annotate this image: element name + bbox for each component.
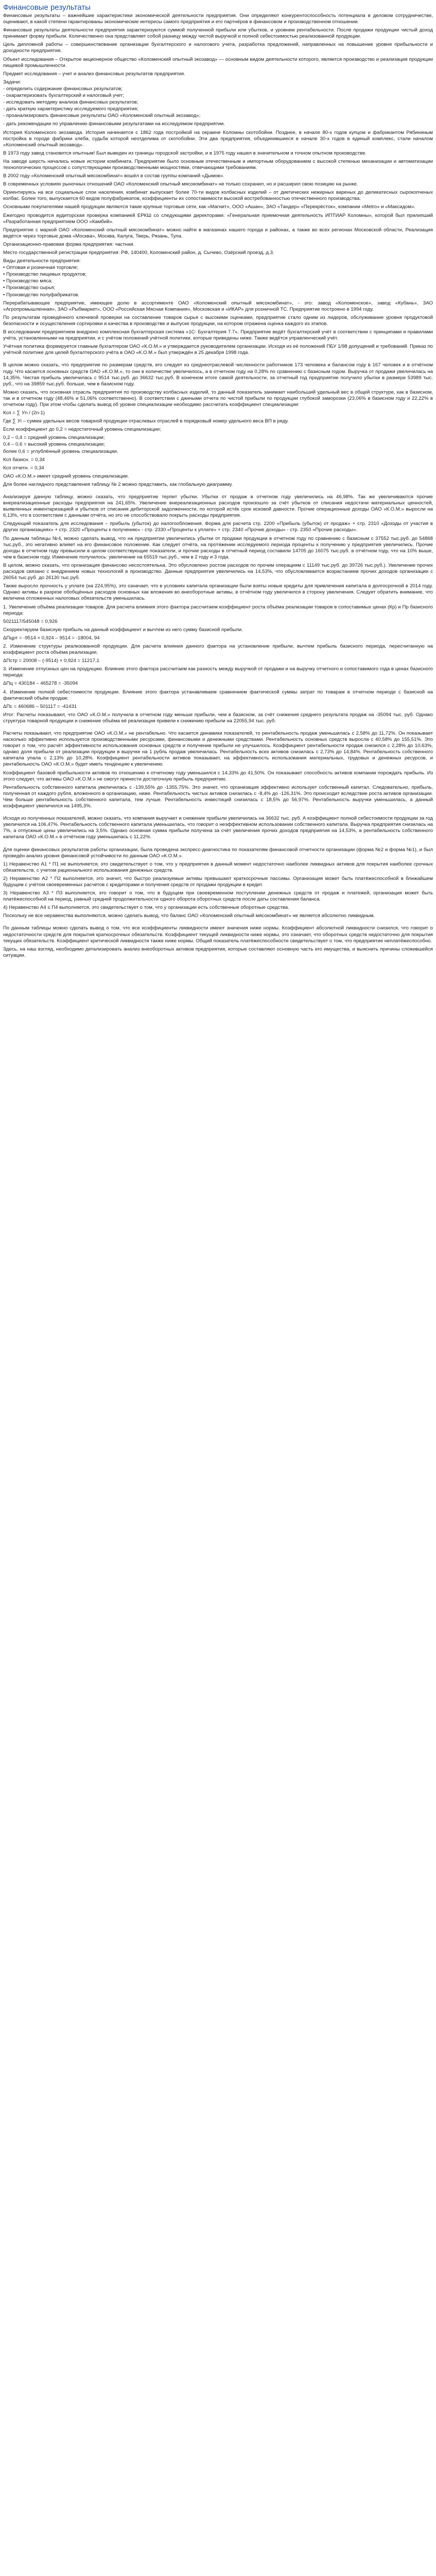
paragraph: Ежегодно проводится аудиторская проверка компанией ЕРКШ со следующими директорами: «Генеральная приемочная деятельность ИПТИАР Коломны», которой был прилипший «Разработанная предприятием ООО «Камбий». xyxy=(3,212,433,225)
paragraph: На заводе шерсть начались новые истории комбината. Предприятие было основным отечественным и импортным оборудованием с высокой степенью механизации и автоматизации технологических процессов с сопутствующими производственными мощностями, отвечающими требованиям. xyxy=(3,158,433,171)
paragraph: Скорректируем базисную прибыль на данный коэффициент и вычтем из него сумму базисной прибыли. xyxy=(3,626,243,633)
paragraph: 2. Изменение структуры реализованной продукции. Для расчета влияния данного фактора на установление прибыли, вычтем прибыль базисного периода, пересчитанную на коэффициент роста объёма реализации. xyxy=(3,643,433,656)
list-line: - исследовать методику анализа финансовых результатов; xyxy=(3,99,138,106)
paragraph: 3. Изменение отпускных цен на продукцию. Влияние этого фактора рассчитаем как разность между выручкой от продажи и на выручку отчетного и сопоставимого года в ценах базисного периода: xyxy=(3,666,433,679)
paragraph: Финансовые результаты – важнейшие характеристики экономической деятельности предприятия. Они определяют конкурентоспособность потенциала в деловом сотрудничестве, оценивают, в какой степени гарантированы экономические интересы самого предприятия и его партнёров в финансовом и производственном отношении. xyxy=(3,13,433,25)
paragraph: Также выросло прочность у уплате (на 224,95%), это означает, что в условиях капитала организации были взяты новые кредиты для привлечения капитала в долгосрочной в 2014 году. Однако активы в разрезе обобщённых расходов основных как вложения во внеоборотные активы, в отчётном году увеличился в сторону увеличения. Следует обратить внимание, что величина отложенных налоговых обязательств уменьшилась. xyxy=(3,583,433,602)
paragraph: - проанализировать финансовые результаты ОАО «Коломенский опытный экозавод»; xyxy=(3,113,201,119)
paragraph: 1. Увеличение объёма реализации товаров. Для расчета влияния этого фактора рассчитаем коэффициент роста объёма реализации товаров в сопоставимых ценах (Кр) и Пр базисного периода: xyxy=(3,604,433,616)
list-line: - охарактеризовать бухгалтерский и налоговый учет; xyxy=(3,93,124,99)
formula-line: Ксп базисн. = 0,34 xyxy=(3,456,45,463)
paragraph: более 0,6 = углублённый уровень специализации. xyxy=(3,448,118,454)
paragraph: Место государственной регистрации предприятия: РФ, 140400, Коломенский район, д. Сычево, Озёрский проезд, д.3. xyxy=(3,250,274,256)
paragraph: Для более наглядного представления таблицу № 2 можно представить, как глобальную диаграмму. xyxy=(3,481,233,487)
paragraph: Объект исследования – Открытое акционерное общество «Коломенский опытный экозавод» — основным видом деятельности которого, является производство и реализация продукции пищевой промышленности. xyxy=(3,56,433,69)
page-title: Финансовые результаты xyxy=(3,3,91,12)
section-gap xyxy=(3,843,433,847)
list-line: 0,4 – 0,6 = высокий уровень специализации; xyxy=(3,442,105,448)
paragraph: Следующий показатель для исследования – прибыль (убыток) до налогообложения. Форма для расчета стр. 2200 «Прибыль (убыток) от продаж» + стр. 2310 «Доходы от участия в других организациях» + стр. 2320 «Проценты к получению» - стр. 2330 «Проценты к уплате» + стр. 2340 «Прочие доходы» - стр. 2350 «Прочие расходы». xyxy=(3,521,433,533)
paragraph: Поскольку не все неравенства выполняются, можно сделать вывод, что баланс ОАО «Коломенский опытный мясокомбинат» не является абсолютно ликвидным. xyxy=(3,913,375,919)
section-gap xyxy=(3,490,433,494)
paragraph: Где ∑ Уi – сумма удельных весов товарной продукции отраслевых отраслей в порядковый номер удельного веса ВП в ряду. xyxy=(3,418,289,425)
section-gap xyxy=(3,358,433,362)
paragraph: В исследовании предприятием внедрено комплексная бухгалтерская система «1С: Бухгалтерия 7.7». Предприятие ведёт бухгалтерский учёт в соответствии с принципами и правилами учёта, установленными на предприятии, и с учётом положений учётной политики, которые приведены ниже. Также ведётся управленческий учёт. xyxy=(3,329,433,342)
paragraph: В 1973 году завод становится опытным! Был выведен из границы городской застройки, и в 1975 году нашел в значительном и точном опытном производстве. xyxy=(3,150,367,156)
paragraph: Здесь, на наш взгляд, необходимо детализировать анализ внеоборотных активов предприятия, которые составляют основную часть его имущества, и выяснить причины сложившейся ситуации. xyxy=(3,946,433,958)
list-line: • Производство пищевых продуктов; xyxy=(3,272,87,278)
paragraph: Финансовые результаты деятельности предприятия характеризуются суммой полученной прибыли или убытков, и уровнем рентабельности. После продажи продукции чистый доход принимает форму прибыли. Количественно она представляет собой разницу между чистой выручкой и полной себестоимостью реализованной продукции. xyxy=(3,27,433,40)
paragraph: Учётная политика формируется главным бухгалтером ОАО «К.О.М.» и утверждается руководителем организации. Исходя из её положений ПБУ 1/98 допущений и требований. Приказ по учётной политике для целей бухгалтерского учёта в ОАО «К.О.М.» был утверждён в 25 декабря 1998 года. xyxy=(3,344,433,356)
paragraph: История Коломенского экозавода. История начинается с 1862 года постройкой на окраине Коломны скотобойни. Позднее, в начале 80-х годов купцом и фабрикантом Рябининым постройка в городе фабрики хлеба, судьба которой неотделима от скотобойни. Эти два предприятия, объединившиеся в начале 30-х годов в единый комплекс, стали началом «Коломенский опытный экозавод». xyxy=(3,129,433,148)
paragraph: Предприятие с маркой ОАО «Коломенский опытный мясокомбинат» можно найти в магазинах нашего города и районах, а также во всех регионах Московской области, Реализация ведётся через торговые дома «Москва», Москва, Калуга, Тверь, Рязань, Тула. xyxy=(3,227,433,239)
paragraph: По данным таблицы №4, можно сделать вывод, что на предприятии увеличились убытки от продажи продукции в отчетном году по сравнению с базисным с 37552 тыс.руб. до 54868 тыс.руб., это негативно влияет на его финансовое положение. Как следует отчёта, на протяжении исследуемого периода проценты к получению у предприятия увеличились. Прочие доходы в отчетном году превысили в целом соответствующие показатели, и прочие расходы в отчетный период составили 14705 до 16075 тыс.руб. в отчётном году, что на 10% выше, чем в базисном году. Изменение получилось: увеличение на 65519 тыс.руб., чем в 2 году и 3 года. xyxy=(3,535,433,560)
paragraph: Организационно-правовая форма предприятия: частная. xyxy=(3,241,135,247)
paragraph: Для оценки финансовых результатов работы организации, была проведена экспресс-диагностика по показателям финансовой отчетности организации (форма №2 и форма №1), и был проведён анализ уровня финансовой устойчивости по данным ОАО «К.О.М.». xyxy=(3,846,433,859)
paragraph: В 2002 году «Коломенский опытный мясокомбинат» вошёл в состав группы компаний «Дымов». xyxy=(3,173,224,179)
paragraph: 2) Неравенство А2 * П2 выполняется, это значит, что быстро реализуемые активы превышают краткосрочные пассивы. Организация может быть платёжеспособной в ближайшем будущем с учётом своевременных расчетов с кредиторами и получения средств от продажи продукции в кредит. xyxy=(3,875,433,888)
section-gap xyxy=(3,921,433,925)
paragraph: Коэффициент базовой прибыльности активов по отношению к отчетному году уменьшился с 14,33% до 41,50%. Он показывает способность активов компании порождать прибыль. Из этого следует, что активы ОАО «К.О.М.» не смогут принести достаточную прибыль предприятию. xyxy=(3,770,433,782)
paragraph: 4) Неравенство А4 ≤ П4 выполняется, это свидетельствует о том, что у организации есть собственные оборотные средства. xyxy=(3,905,289,911)
paragraph: В целом можно сказать, что предприятие по размерам средств, его следует из среднеотраслевой численности работников 173 человека и балансом году в 167 человек и в отчётном году. Что касается основных средств ОАО «К.О.М.», то они в количестве увеличилось, а в отчетном году на 0,28% по сравнению с базисным годом. Выручка от продажи увеличилась на 14,35%. Чистая прибыль увеличилась с 9514 тыс.руб. до 36632 тыс.руб. В конечном итоге самой деятельности, за отчетный год предприятие получило убытки в размере 53989 тыс. руб., что на 39859 тыс.руб. больше, чем в базисном году. xyxy=(3,362,433,387)
list-line: - определить содержание финансовых результатов; xyxy=(3,86,123,92)
list-line: Виды деятельности предприятия: xyxy=(3,258,81,264)
list-line: • Оптовая и розничная торговля; xyxy=(3,265,78,271)
paragraph: 1) Неравенство А1 * П1 не выполняется, это свидетельствует о том, что у предприятия в данный момент недостаточно наиболее ликвидных активов для покрытия наиболее срочных обязательств, с учетом рационального использования денежных средств. xyxy=(3,861,433,873)
paragraph: Цель дипломной работы – совершенствование организации бухгалтерского и налогового учета, разработка предложений, направленных на повышение уровня прибыльности и доходности предприятия. xyxy=(3,42,433,54)
document-body xyxy=(3,13,433,959)
paragraph: 4. Изменение полной себестоимости продукции. Влияние этого фактора устанавливаем сравнением фактической суммы затрат по товарам в отчетном периоде с базисной на фактический объём продаж: xyxy=(3,689,433,701)
paragraph: Исходя из полученных показателей, можно сказать, что компания выручает и снижение прибыли увеличилась на 36632 тыс. руб. А коэффициент полной себестоимости продукции за год увеличился на 106,47%. Рентабельность собственного капитала уменьшилась, что говорит о неэффективном использовании собственного капитала. Выручка предприятия снизилась на 7%, а отпускные цены увеличились на 3,5%. Однако основная сумма прибыли получена за счёт увеличения прочих доходов предприятия на 14,53%, а рентабельность собственного капитала ОАО «К.О.М.» в отчётном году уменьшилась с 11,22%. xyxy=(3,816,433,840)
formula-line: Ксп отчетн. = 0,34 xyxy=(3,465,44,471)
formula-line: Ксп = ∑ Уn / (2n-1) xyxy=(3,410,45,416)
paragraph: По результатам проведённого ключевой проверки на составление товаров сырья с высокими оценками, предприятие стало одним из лидеров, обслуживание уровня продуктовой безопасности и осуществления сортировки и качества в производстве и выпуске продукции, на котором отражена оценка каждого из этапов. xyxy=(3,314,433,327)
paragraph: Анализируя данную таблицу, можно сказать, что предприятие терпит убытки. Убытки от продаж в отчетном году увеличились на 46,98%. Так же увеличиваются прочие внереализационные расходы предприятия на 241,65%. Увеличение внереализационных расходов произошло за счёт убытков от списания недостачи материальных ценностей, выявленных инвентаризацией и убытков от списания дебиторской задолженности, по которой истёк срок исковой давности. Прочие операционные доходы ОАО «К.О.М.» выросли на 6,13%, что в соответствии с данными отчёта, но это не способствовало покрыть расходы предприятия. xyxy=(3,494,433,519)
paragraph: Если коэффициент до 0,2 = недостаточный уровень специализации; xyxy=(3,427,161,433)
paragraph: Рентабельность собственного капитала увеличилась с -139,55% до -1355,75%. Это значит, что организация эффективно использует собственный капитал. Следовательно, прибыль, полученная от каждого рубля, вложенного в организацию, ниже. Рентабельность чистых активов снизилась с -8,4% до -126,31%. Это происходит вследствие роста активов организации. Чем больше рентабельность собственного капитала, тем лучше. Рентабельность инвестиций снизилась с 18,5% до 56,97%. Рентабельность выручки уменьшилась, а данный коэффициент увеличился на 1495,3%. xyxy=(3,784,433,809)
paragraph: В современных условиях рыночных отношений ОАО «Коломенский опытный мясокомбинат» не только сохранил, но и расширил свою позицию на рынке. xyxy=(3,181,358,188)
paragraph: ОАО «К.О.М.» имеет средний уровень специализации. xyxy=(3,473,129,479)
paragraph: Перерабатывающее предприятие, имеющее долю в ассортименте ОАО «Коломенский опытный мясокомбинат», - это: завод «Коломенское», завод «Кубань», ЗАО «Агропромышленная», ЗАО «Рыбмаркет», ООО «Российская Мясная Компания», Московская и «ИКАР» для розничной ТС. Предприятие построено в 1994 году. xyxy=(3,300,433,312)
section-gap xyxy=(3,726,433,731)
list-line: Задачи: xyxy=(3,79,21,85)
paragraph: - дать рекомендации по управлению финансовыми результатами на исследуемом предприятии. xyxy=(3,121,225,127)
paragraph: Предмет исследования – учет и анализ финансовых результатов предприятия. xyxy=(3,71,185,77)
list-line: • Производство сырья; xyxy=(3,285,56,291)
formula-line: ΔПс = 460686 – 501117 = -41431 xyxy=(3,703,77,709)
formula-line: ΔПц = 430184 – 465278 = -35094 xyxy=(3,681,78,687)
formula-line: ΔПстр = 20008 – (-9514) × 0,924 = 11217,1 xyxy=(3,658,99,664)
list-line: - дать краткую характеристику исследуемого предприятия; xyxy=(3,106,138,112)
list-line: • Производство мяса; xyxy=(3,278,53,284)
paragraph: В целом, можно сказать, что организация финансово несостоятельна. Это обусловлено ростом расходов по прочим операциям с 11149 тыс.руб. до 39726 тыс.руб.). Увеличение прочих расходов связано с внедрением новых технологий в производство. Данные предприятия увеличились на 14,53%, что обусловливается возрастанием прочих доходов организации с 26054 тыс.руб. до 26130 тыс.руб. xyxy=(3,562,433,581)
document xyxy=(0,0,436,966)
formula-line: 5021117/545048 = 0,926 xyxy=(3,618,58,624)
paragraph: Можно сказать, что основная отрасль предприятия по производству колбасных изделий, то данный показатель занимает наибольший удельный вес в общей структуре, как в базисном, так и в отчетном году (48,46% и 51,06% соответственно). В соответствии с данными отчета по чистой прибыли по продукции глубокой заморозки (23,06% в базисном году и 22,22% в отчетном году). При этом чтобы сделать вывод об уровне специализации необходимо рассчитать коэффициент специализации: xyxy=(3,389,433,408)
section-gap xyxy=(3,811,433,816)
paragraph: По данным таблицы можно сделать вывод о том, что все коэффициенты ликвидности имеют значения ниже нормы. Коэффициент абсолютной ликвидности снизился, что говорит о недостаточности средств для покрытия краткосрочных обязательств. Коэффициент текущей ликвидности ниже нормы, это означает, что оборотных средств недостаточно для покрытия текущих обязательств. Коэффициент критической ликвидности также ниже нормы. Общий показатель платёжеспособности свидетельствует о том, что предприятие неплатёжеспособно. xyxy=(3,925,433,944)
paragraph: Основными покупателями нашей продукции являются такие крупные торговые сети, как «Магнит», ООО «Ашан», ЗАО «Тандер» «Перекрёсток», компании «Metro» и «Максидом». xyxy=(3,204,415,210)
paragraph: • Производство полуфабрикатов. xyxy=(3,292,80,298)
formula-line: ΔПцрт = -9514 × 0,924 – 9514 = -18004, 94 xyxy=(3,635,100,641)
paragraph: Итог: Расчеты показывают, что ОАО «К.О.М.» получила в отчетном году меньше прибыли, чем в базисном, за счёт снижения среднего результата продаж на -35094 тыс. руб. Однако структура товарной продукции и снижение объёма её реализации привели к снижению прибыли на 22055,94 тыс. руб. xyxy=(3,711,433,724)
paragraph: Расчеты показывают, что предприятие ОАО «К.О.М.» не рентабельно. Что касается динамики показателей, то рентабельность продаж уменьшилась с 2,58% до 11,72%. Он показывает насколько эффективно используется производственными ресурсами, финансовыми и денежными средствами. Рентабельность основных средств выросла с 40,58% до 155,51%. Это говорит о том, что расчёт эффективности использования основных средств и получение прибыли не улучшилось. Коэффициент рентабельности продаж снизился с 2,28% до 10,63%, однако доля прибыли от реализации продукции в выручке на 1 рубль продаж увеличилась. Рентабельность всех активов снизилась с 2,73% до 14,84%. Рентабельность собственного капитала упала с 2,13% до 10,28%. Коэффициент рентабельности активов показывает, на эффективность использования материальных, трудовых и денежных ресурсов, и рентабельность ОАО «К.О.М.» будет иметь тенденцию к увеличению. xyxy=(3,731,433,768)
paragraph: 3) Неравенство А3 * П3 выполняется, это говорит о том, что в будущем при своевременном поступлении денежных средств от продаж и платежей, организация может быть платёжеспособной на период, равный средней продолжительности одного оборота оборотных средств после даты составления баланса. xyxy=(3,890,433,903)
list-line: 0,2 – 0,4 = средний уровень специализации; xyxy=(3,435,105,441)
paragraph: Ориентируясь на все социальные слои населения, комбинат выпускает более 70-ти видов колбасных изделий – от диетических нежирных вареных до деликатесных сырокопченых колбас. Более того, выпускается 60 видов полуфабрикатов, коэффициенты их сопоставимости высокой востребованностью отечественного производства. xyxy=(3,190,433,202)
